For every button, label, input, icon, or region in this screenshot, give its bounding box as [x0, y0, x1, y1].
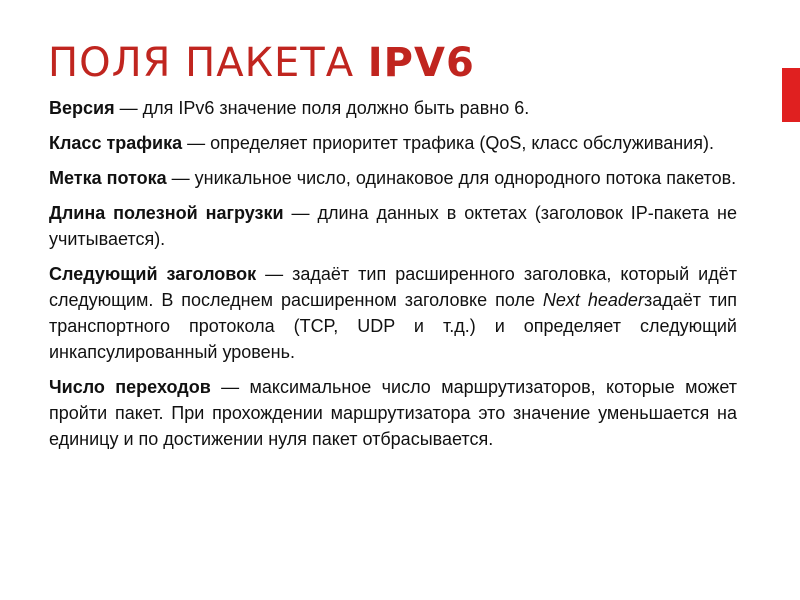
field-description: — определяет приоритет трафика (QoS, класс обслуживания).	[182, 133, 714, 153]
content-body	[49, 95, 737, 461]
field-description: — максимальное число маршрутизаторов, которые может пройти пакет. При прохождении маршрутизатора это значение уменьшается на единицу и по достижении нуля пакет отбрасывается.	[49, 377, 738, 449]
field-description: — длина данных в октетах (заголовок IP-пакета не учитывается).	[49, 203, 737, 249]
field-payload-length	[49, 200, 737, 252]
accent-bar	[782, 68, 800, 122]
field-description: — задаёт тип расширенного заголовка, который идёт следующим. В последнем расширенном заголовке поле	[49, 264, 737, 310]
slide-title	[48, 40, 768, 86]
field-term: Версия	[49, 98, 115, 118]
field-term: Следующий заголовок	[49, 264, 257, 284]
field-term: Метка потока	[49, 168, 167, 188]
field-next-header	[49, 261, 737, 365]
field-description-italic: Next header	[542, 290, 644, 310]
field-description: — для IPv6 значение поля должно быть равно 6.	[114, 98, 530, 118]
title-suffix: IPV6	[367, 40, 475, 86]
field-flow-label	[49, 165, 737, 191]
field-term: Число переходов	[49, 377, 211, 397]
field-description-continued: задаёт тип транспортного протокола (TCP, UDP и т.д.) и определяет следующий инкапсулированный уровень.	[49, 290, 737, 362]
field-description: — уникальное число, одинаковое для однородного потока пакетов.	[166, 168, 737, 188]
field-term: Класс трафика	[49, 133, 183, 153]
field-hop-limit	[49, 374, 737, 452]
field-version	[49, 95, 737, 121]
field-traffic-class	[49, 130, 737, 156]
field-term: Длина полезной нагрузки	[49, 203, 284, 223]
title-prefix: ПОЛЯ ПАКЕТА	[48, 40, 368, 86]
